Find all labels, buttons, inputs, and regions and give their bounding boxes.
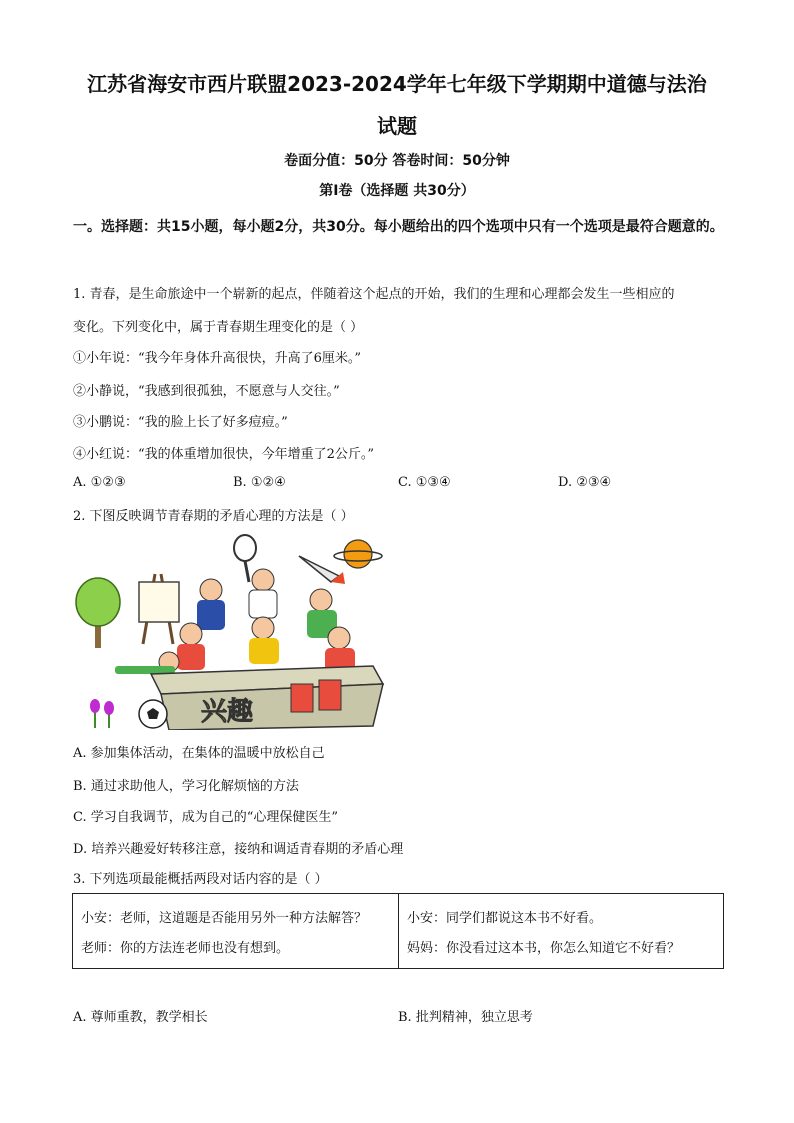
flowers-icon (90, 699, 114, 728)
q3-option-b: B. 批判精神，独立思考 (398, 1010, 533, 1025)
rocket-icon (299, 556, 345, 584)
part-heading: 第Ⅰ卷（选择题 共30分） (319, 183, 475, 199)
dialog-line: 妈妈：你没看过这本书，你怎么知道它不好看？ (407, 941, 681, 956)
planet-icon (334, 540, 382, 568)
exam-title-line1: 江苏省海安市西片联盟2023-2024学年七年级下学期期中道德与法治 (87, 72, 707, 96)
q2-option-d: D. 培养兴趣爱好转移注意，接纳和调适青春期的矛盾心理 (73, 842, 404, 857)
box-stage (151, 666, 383, 730)
q1-stem-line2: 变化。下列变化中，属于青春期生理变化的是（ ） (73, 320, 364, 335)
dialog-table (72, 893, 724, 969)
dialog-line: 小安：老师，这道题是否能用另外一种方法解答？ (81, 911, 368, 926)
q1-option-a: A. ①②③ (73, 475, 126, 490)
interest-sign: 兴趣 (201, 697, 254, 727)
soccer-ball-icon (139, 700, 167, 728)
q1-statement: ③小鹏说：“我的脸上长了好多痘痘。” (73, 415, 288, 430)
q1-statement: ②小静说，“我感到很孤独，不愿意与人交往。” (73, 384, 340, 399)
q2-option-a: A. 参加集体活动，在集体的温暖中放松自己 (73, 746, 325, 761)
easel-icon (139, 574, 179, 644)
dialog-line: 老师：你的方法连老师也没有想到。 (81, 941, 290, 956)
exam-title-line2: 试题 (377, 114, 417, 138)
q1-option-c: C. ①③④ (398, 475, 451, 490)
q2-option-b: B. 通过求助他人，学习化解烦恼的方法 (73, 779, 299, 794)
tree-icon (76, 578, 120, 648)
q1-statement: ④小红说：“我的体重增加很快，今年增重了2公斤。” (73, 447, 375, 462)
q1-option-b: B. ①②④ (233, 475, 286, 490)
hobbies-illustration (73, 534, 393, 730)
dialog-line: 小安：同学们都说这本书不好看。 (407, 911, 603, 926)
q2-option-c: C. 学习自我调节，成为自己的“心理保健医生” (73, 810, 339, 825)
section-heading: 一。选择题：共15小题，每小题2分，共30分。每小题给出的四个选项中只有一个选项是最符合题意的。 (73, 219, 724, 235)
q2-stem: 2. 下图反映调节青春期的矛盾心理的方法是（ ） (73, 509, 354, 524)
dialog-cell-left (73, 894, 398, 968)
q3-stem: 3. 下列选项最能概括两段对话内容的是（ ） (73, 872, 328, 887)
exam-meta: 卷面分值：50分 答卷时间：50分钟 (284, 153, 510, 169)
q1-option-d: D. ②③④ (558, 475, 612, 490)
dialog-cell-right (398, 894, 723, 968)
q1-statement: ①小年说：“我今年身体升高很快，升高了6厘米。” (73, 351, 362, 366)
q1-stem-line1: 1. 青春，是生命旅途中一个崭新的起点，伴随着这个起点的开始，我们的生理和心理都会发生一些相应的 (73, 287, 675, 302)
q3-option-a: A. 尊师重教，教学相长 (73, 1010, 208, 1025)
